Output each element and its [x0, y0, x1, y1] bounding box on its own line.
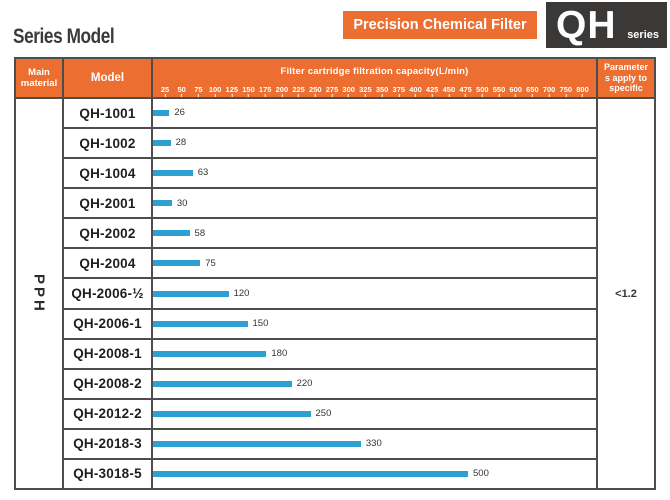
axis-tick-mark — [498, 94, 499, 97]
logo-main-text: QH — [556, 4, 617, 47]
axis-tick — [359, 86, 372, 98]
axis-tick-label: 225 — [292, 84, 305, 94]
model-cell: QH-3018-5 — [64, 460, 153, 488]
model-cell: QH-2006-½ — [64, 279, 153, 307]
axis-tick — [376, 86, 389, 98]
axis-tick-mark — [515, 94, 516, 97]
capacity-bar — [153, 110, 169, 116]
axis-tick — [209, 86, 222, 98]
capacity-chart-cell — [153, 310, 598, 338]
product-badge-label: Precision Chemical Filter — [353, 17, 527, 33]
capacity-value: 500 — [473, 468, 489, 480]
axis-tick-label: 125 — [225, 84, 239, 94]
axis-tick-label: 175 — [258, 84, 272, 94]
axis-tick-mark — [198, 94, 199, 97]
axis-tick-mark — [298, 94, 299, 97]
header-parameters-line: s apply to — [604, 72, 647, 83]
capacity-chart-cell — [153, 219, 598, 247]
axis-tick-label: 25 — [160, 84, 170, 94]
axis-tick-mark — [565, 94, 566, 97]
axis-tick-label: 550 — [492, 84, 506, 94]
table-header-row — [16, 59, 654, 99]
table-row — [64, 129, 598, 159]
axis-tick-mark — [482, 94, 483, 97]
axis-tick-label: 100 — [208, 84, 222, 94]
capacity-bar — [153, 291, 229, 297]
axis-tick-label: 50 — [177, 84, 186, 94]
filter-capacity-table — [14, 57, 656, 490]
axis-tick — [560, 86, 573, 98]
axis-tick — [426, 86, 439, 98]
axis-tick-label: 425 — [425, 84, 439, 94]
capacity-bar — [153, 411, 311, 417]
capacity-chart-cell — [153, 370, 598, 398]
capacity-value: 28 — [175, 137, 187, 149]
capacity-axis-title: Filter cartridge filtration capacity(L/min) — [280, 66, 469, 77]
capacity-chart-cell — [153, 279, 598, 307]
capacity-chart-cell — [153, 159, 598, 187]
axis-tick — [309, 86, 322, 98]
axis-tick-label: 250 — [309, 84, 322, 94]
capacity-chart-cell — [153, 340, 598, 368]
axis-tick-mark — [231, 94, 232, 97]
axis-tick-mark — [315, 94, 316, 97]
axis-tick — [526, 86, 539, 98]
axis-tick — [509, 86, 522, 98]
model-rows — [64, 99, 598, 488]
axis-tick — [276, 86, 289, 98]
axis-tick-mark — [532, 94, 533, 97]
capacity-value: 150 — [252, 317, 269, 329]
axis-tick-label: 350 — [375, 84, 389, 94]
axis-tick — [326, 86, 339, 98]
axis-tick-mark — [549, 94, 550, 97]
axis-tick-mark — [382, 94, 383, 97]
axis-tick-mark — [248, 94, 249, 97]
axis-tick-label: 200 — [275, 84, 289, 94]
parameter-value-cell — [598, 99, 654, 488]
table-row — [64, 370, 598, 400]
capacity-chart-cell — [153, 129, 598, 157]
capacity-chart-cell — [153, 189, 598, 217]
axis-tick — [393, 86, 406, 98]
table-row — [64, 219, 598, 249]
model-cell: QH-1001 — [64, 99, 153, 127]
parameter-value: <1.2 — [615, 287, 637, 300]
model-cell: QH-2001 — [64, 189, 153, 217]
header-main-material: Main material — [16, 59, 64, 97]
table-row — [64, 400, 598, 430]
axis-ticks — [153, 82, 596, 97]
capacity-value: 220 — [296, 377, 313, 389]
axis-tick-label: 500 — [476, 84, 489, 94]
header-capacity — [153, 59, 598, 97]
axis-tick — [342, 86, 355, 98]
model-cell: QH-2006-1 — [64, 310, 153, 338]
axis-tick-mark — [448, 94, 449, 97]
capacity-chart-cell — [153, 430, 598, 458]
capacity-chart-cell — [153, 460, 598, 488]
model-cell: QH-2002 — [64, 219, 153, 247]
axis-tick — [242, 86, 255, 98]
axis-tick — [459, 86, 472, 98]
table-row — [64, 310, 598, 340]
axis-tick-label: 475 — [459, 84, 472, 94]
model-cell: QH-2004 — [64, 249, 153, 277]
table-row — [64, 189, 598, 219]
main-material-cell — [16, 99, 64, 488]
table-row — [64, 249, 598, 279]
axis-tick-label: 300 — [342, 84, 355, 94]
table-row — [64, 159, 598, 189]
logo-sub-text: series — [627, 29, 659, 41]
table-row — [64, 460, 598, 488]
header-parameters-line: specific — [609, 83, 643, 94]
axis-tick-label: 800 — [576, 84, 589, 94]
axis-tick-label: 650 — [526, 84, 539, 94]
capacity-value: 330 — [365, 438, 382, 450]
capacity-value: 26 — [174, 107, 185, 119]
capacity-chart-cell — [153, 400, 598, 428]
model-cell: QH-2008-1 — [64, 340, 153, 368]
header-parameters-line: Parameter — [603, 61, 649, 72]
axis-tick-label: 375 — [392, 84, 406, 94]
axis-tick-label: 75 — [194, 84, 203, 94]
page-title: Series Model — [13, 25, 115, 48]
axis-tick — [576, 86, 589, 98]
axis-tick-mark — [181, 94, 182, 97]
capacity-bar — [153, 140, 171, 146]
axis-tick-mark — [398, 94, 399, 97]
product-badge — [343, 11, 537, 39]
axis-tick-label: 150 — [242, 84, 255, 94]
axis-tick-mark — [165, 94, 166, 97]
capacity-value: 58 — [194, 227, 206, 239]
capacity-value: 63 — [197, 167, 209, 179]
axis-tick-label: 325 — [359, 84, 372, 94]
model-cell: QH-2008-2 — [64, 370, 153, 398]
capacity-bar — [153, 351, 266, 357]
axis-tick-mark — [265, 94, 266, 97]
table-row — [64, 430, 598, 460]
header-parameters — [598, 59, 654, 97]
axis-tick-mark — [281, 94, 282, 97]
capacity-bar — [153, 321, 248, 327]
model-cell: QH-2012-2 — [64, 400, 153, 428]
axis-tick — [259, 86, 272, 98]
capacity-value: 30 — [176, 197, 188, 209]
table-row — [64, 99, 598, 129]
material-label: PPH — [30, 273, 48, 314]
axis-tick-label: 275 — [325, 84, 339, 94]
axis-tick-label: 600 — [509, 84, 522, 94]
capacity-bar — [153, 381, 292, 387]
capacity-bar — [153, 441, 361, 447]
capacity-bar — [153, 471, 468, 477]
axis-tick-mark — [465, 94, 466, 97]
capacity-bar — [153, 260, 200, 266]
axis-tick-mark — [215, 94, 216, 97]
axis-tick — [493, 86, 506, 98]
capacity-chart-cell — [153, 99, 598, 127]
table-body — [16, 99, 654, 488]
axis-tick — [161, 86, 169, 98]
capacity-bar — [153, 200, 172, 206]
axis-tick-mark — [582, 94, 583, 97]
capacity-value: 250 — [315, 408, 332, 420]
qh-series-logo — [546, 2, 667, 48]
axis-tick-mark — [432, 94, 433, 97]
axis-tick-mark — [331, 94, 332, 97]
axis-tick-label: 450 — [442, 84, 456, 94]
table-row — [64, 279, 598, 309]
axis-tick-mark — [348, 94, 349, 97]
axis-tick-mark — [415, 94, 416, 97]
axis-tick-label: 700 — [542, 84, 556, 94]
capacity-bar — [153, 230, 190, 236]
capacity-chart-cell — [153, 249, 598, 277]
table-row — [64, 340, 598, 370]
model-cell: QH-2018-3 — [64, 430, 153, 458]
capacity-value: 75 — [205, 257, 216, 269]
axis-tick — [543, 86, 556, 98]
axis-tick — [194, 86, 202, 98]
capacity-bar — [153, 170, 193, 176]
axis-tick-label: 400 — [409, 84, 422, 94]
axis-tick — [409, 86, 422, 98]
axis-tick — [292, 86, 305, 98]
axis-tick-label: 750 — [559, 84, 573, 94]
axis-tick-mark — [365, 94, 366, 97]
model-cell: QH-1002 — [64, 129, 153, 157]
header-model: Model — [64, 59, 153, 97]
axis-tick — [443, 86, 456, 98]
axis-tick — [476, 86, 489, 98]
capacity-value: 120 — [233, 287, 250, 299]
axis-tick — [178, 86, 186, 98]
model-cell: QH-1004 — [64, 159, 153, 187]
capacity-value: 180 — [271, 347, 288, 359]
axis-tick — [226, 86, 239, 98]
